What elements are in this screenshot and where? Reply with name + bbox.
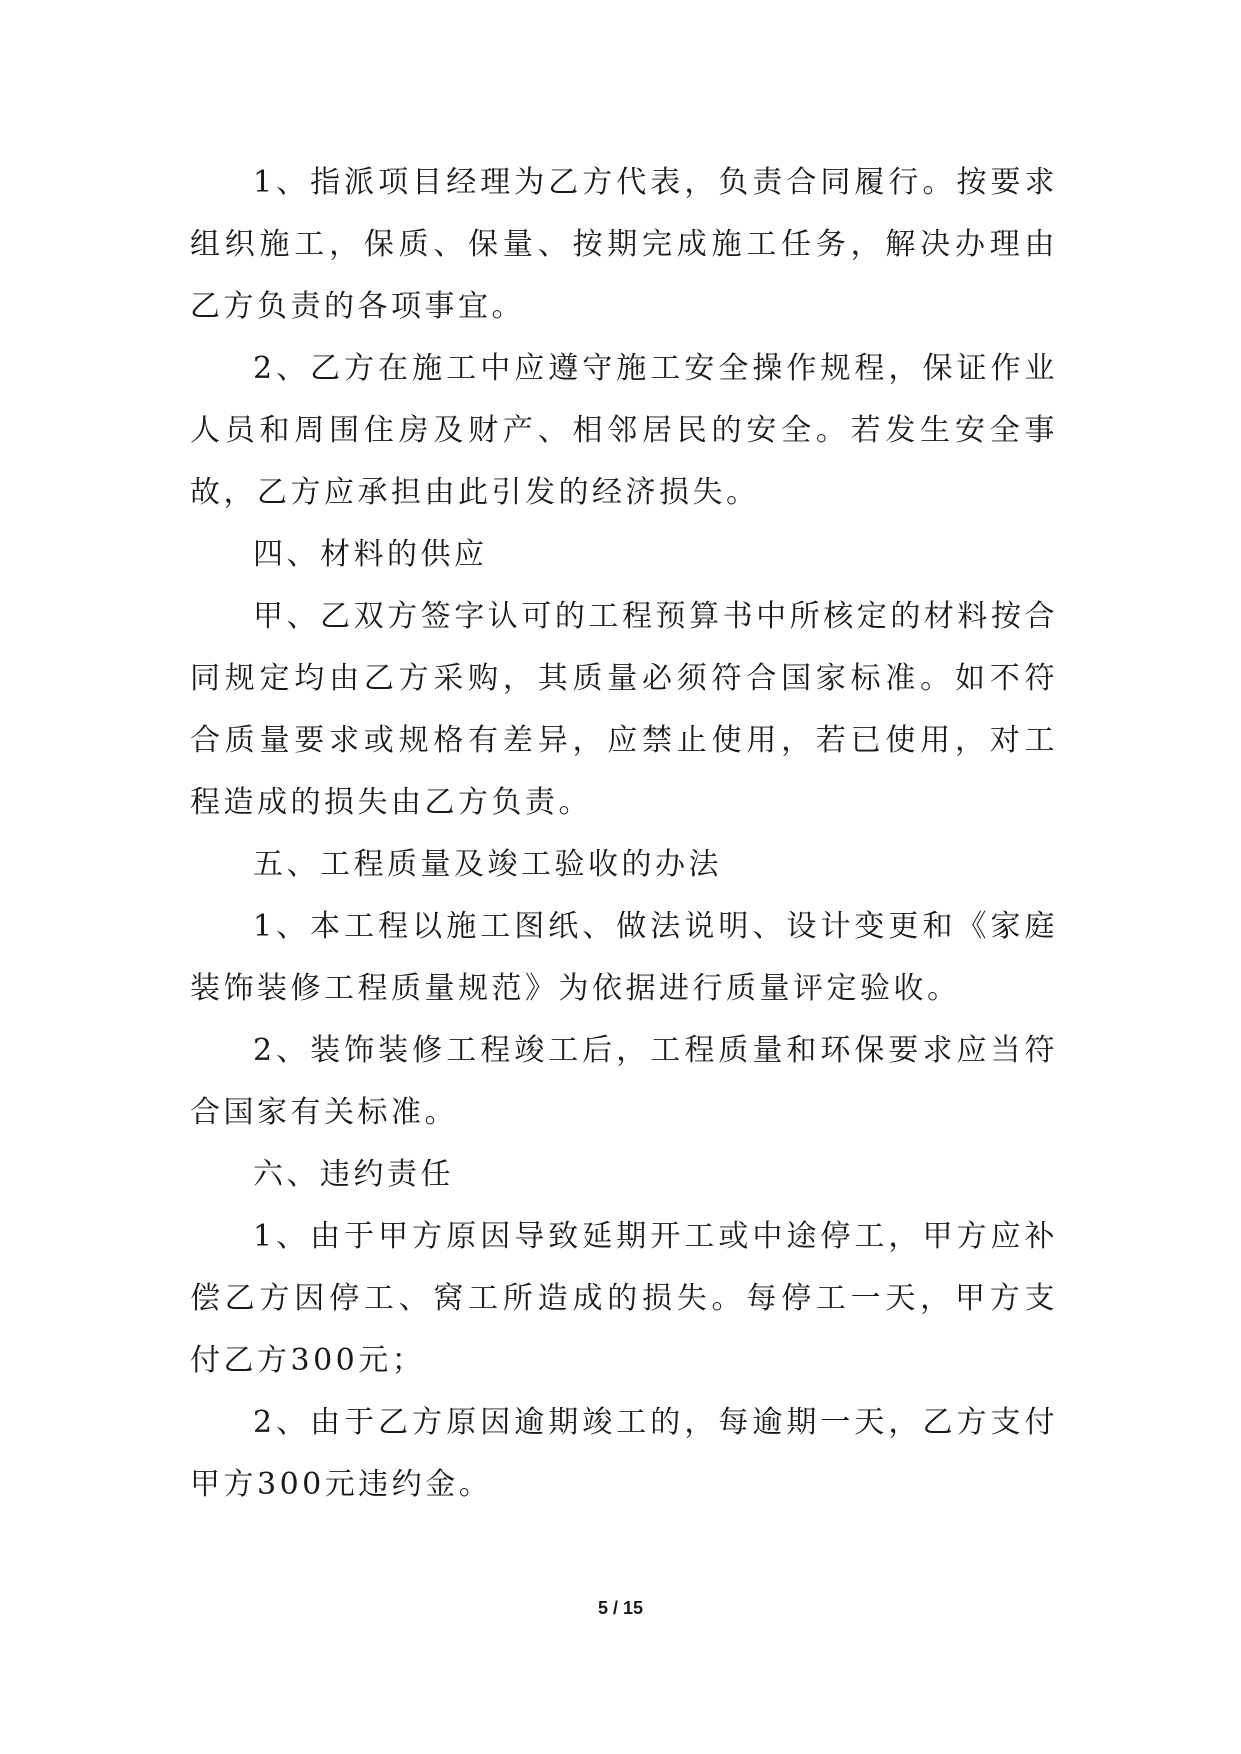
paragraph-liability-party-a: 1、由于甲方原因导致延期开工或中途停工，甲方应补偿乙方因停工、窝工所造成的损失。每停工一天，甲方支付乙方300元； [190,1219,1058,1378]
paragraph-project-manager: 1、指派项目经理为乙方代表，负责合同履行。按要求组织施工，保质、保量、按期完成施工任务，解决办理由乙方负责的各项事宜。 [190,165,1058,324]
section-heading-liability: 六、违约责任 [253,1157,454,1192]
paragraph-liability-party-b: 2、由于乙方原因逾期竣工的，每逾期一天，乙方支付甲方300元违约金。 [190,1405,1058,1502]
paragraph-quality-completion: 2、装饰装修工程竣工后，工程质量和环保要求应当符合国家有关标准。 [190,1033,1058,1130]
paragraph-quality-standard: 1、本工程以施工图纸、做法说明、设计变更和《家庭装饰装修工程质量规范》为依据进行质量评定验收。 [190,909,1058,1006]
paragraph-safety: 2、乙方在施工中应遵守施工安全操作规程，保证作业人员和周围住房及财产、相邻居民的安全。若发生安全事故，乙方应承担由此引发的经济损失。 [190,351,1058,510]
page-number: 5 / 15 [597,1598,644,1618]
section-heading-materials: 四、材料的供应 [253,537,488,572]
document-body [190,152,1058,1516]
section-heading-quality: 五、工程质量及竣工验收的办法 [253,847,722,882]
paragraph-materials: 甲、乙双方签字认可的工程预算书中所核定的材料按合同规定均由乙方采购，其质量必须符合国家标准。如不符合质量要求或规格有差异，应禁止使用，若已使用，对工程造成的损失由乙方负责。 [190,599,1058,820]
